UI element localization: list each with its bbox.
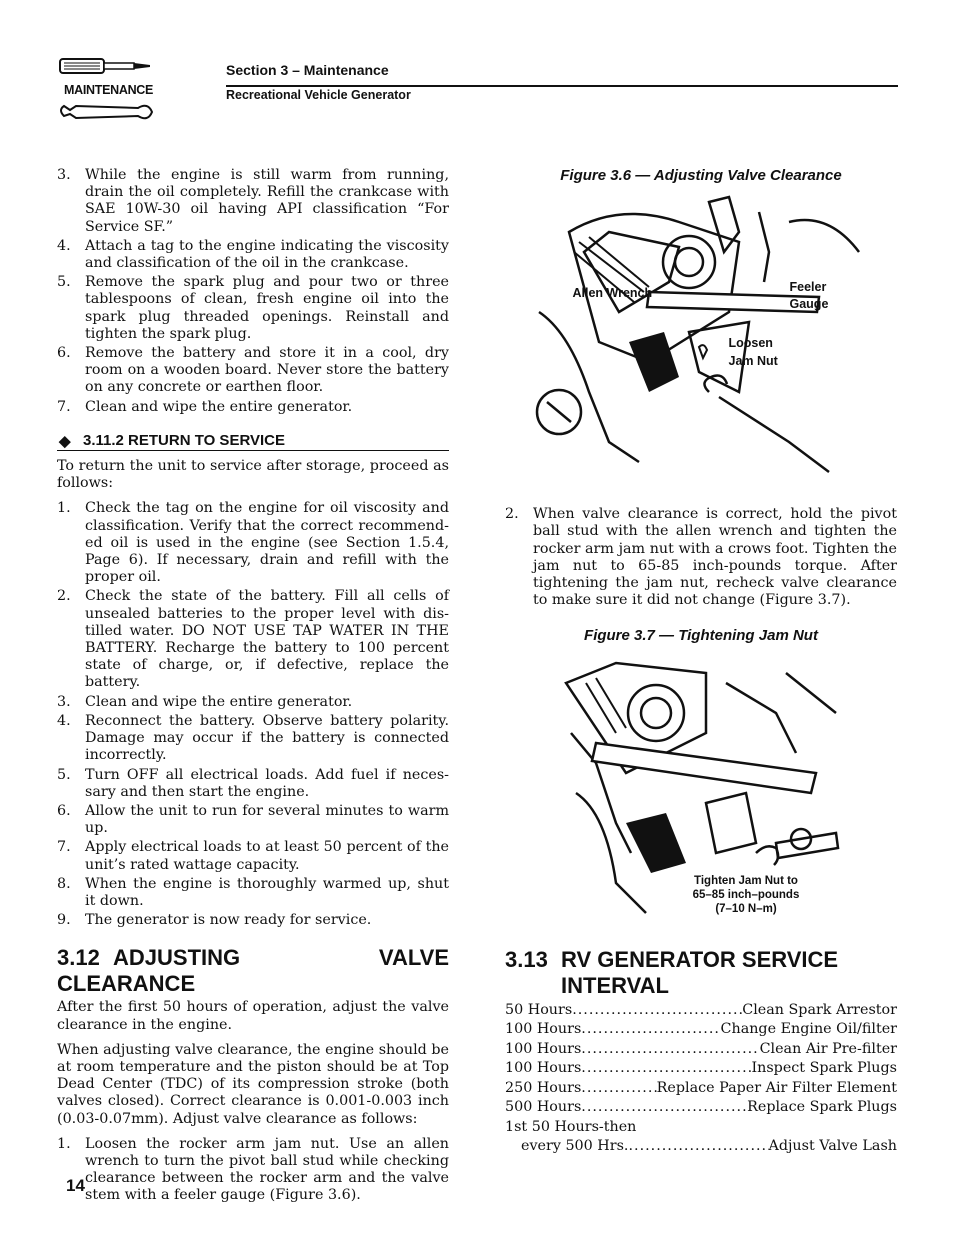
service-interval-schedule <box>505 1001 897 1157</box>
storage-steps-list <box>57 167 449 416</box>
section-subtitle: Recreational Vehicle Generator <box>226 88 411 102</box>
valve-steps-list <box>57 1136 449 1205</box>
return-to-service-heading: ◆ 3.11.2 RETURN TO SERVICE <box>57 432 449 451</box>
figure-3-7-caption: Figure 3.7 — Tightening Jam Nut <box>584 627 818 645</box>
list-item: 2. Check the state of the battery. Fill all cells of unsealed batteries to the proper level with dis-tilled water. DO NOT USE TAP WATER IN THE BATTERY. Recharge the battery to 100 percent state of charge, or, if defective, replace the battery. <box>57 588 449 691</box>
header-rule <box>226 85 898 87</box>
list-item: 2. When valve clearance is correct, hold the pivot ball stud with the allen wrench and tighten the rocker arm jam nut with a crows foot. Tighten the jam nut to 65-85 inch-pounds torque. After tightening the jam nut, recheck valve clearance to make sure it did not change (Figure 3.7). <box>505 506 897 609</box>
valve-clearance-heading: 3.12 ADJUSTING VALVE CLEARANCE <box>57 945 449 997</box>
allen-wrench-label: Allen Wrench <box>572 286 653 301</box>
figure-3-6-caption: Figure 3.6 — Adjusting Valve Clearance <box>560 167 842 184</box>
schedule-row: 100 Hours ..... Clean Air Pre-filter <box>505 1040 897 1060</box>
list-item: 3. While the engine is still warm from running, drain the oil completely. Refill the crankcase with SAE 10W-30 oil having API classification “For Service SF.” <box>57 167 449 235</box>
section-title: Section 3 – Maintenance <box>226 62 389 78</box>
schedule-row: 100 Hours ..... Change Engine Oil/filter <box>505 1020 897 1040</box>
valve-steps-list-continued <box>505 506 897 609</box>
feeler-gauge-label-2: Gauge <box>789 297 829 312</box>
list-item: 4. Reconnect the battery. Observe battery polarity. Damage may occur if the battery is connected incorrectly. <box>57 712 449 764</box>
valve-paragraph-2: When adjusting valve clearance, the engine should be at room temperature and the piston should be at Top Dead Center (TDC) of its compression stroke (both valves closed). Correct clearance is 0.001-0.003 inch (0.03-0.07mm). Adjust valve clearance as follows: <box>57 1041 449 1127</box>
feeler-gauge-label-1: Feeler <box>789 280 827 295</box>
valve-adjust-illustration <box>529 192 874 482</box>
loosen-jam-nut-label-2: Jam Nut <box>728 354 778 369</box>
schedule-row: 50 Hours ..... Clean Spark Arrestor <box>505 1001 897 1021</box>
list-item: 7. Clean and wipe the entire generator. <box>57 398 353 415</box>
schedule-row: 100 Hours ..... Inspect Spark Plugs <box>505 1059 897 1079</box>
tighten-jam-nut-label: Tighten Jam Nut to 65–85 inch–pounds (7–10 N–m) <box>692 874 800 915</box>
list-item: 7. Apply electrical loads to at least 50 percent of the unit’s rated wattage capacity. <box>57 839 449 873</box>
logo-text: MAINTENANCE <box>64 83 154 97</box>
page-number: 14 <box>66 1176 85 1195</box>
valve-paragraph-1: After the first 50 hours of operation, adjust the valve clearance in the engine. <box>57 999 449 1033</box>
schedule-row-label: 1st 50 Hours-then <box>505 1118 637 1135</box>
left-column <box>57 167 449 1207</box>
list-item: 6. Remove the battery and store it in a cool, dry room on a wooden board. Never store the battery on any concrete or earthen floor. <box>57 345 449 396</box>
schedule-row: every 500 Hrs. ..... Adjust Valve Lash <box>505 1137 897 1157</box>
list-item: 9. The generator is now ready for service. <box>57 912 372 929</box>
list-item: 4. Attach a tag to the engine indicating the viscosity and classification of the oil in the crankcase. <box>57 237 449 272</box>
diamond-bullet-icon: ◆ <box>59 432 71 450</box>
schedule-row: 500 Hours ..... Replace Spark Plugs <box>505 1098 897 1118</box>
list-item: 5. Remove the spark plug and pour two or three tablespoons of clean, fresh engine oil into the spark plug threaded openings. Reinstall and tighten the spark plug. <box>57 274 449 342</box>
return-steps-list <box>57 500 449 929</box>
loosen-jam-nut-label-1: Loosen <box>728 336 773 351</box>
list-item: 1. Loosen the rocker arm jam nut. Use an allen wrench to turn the pivot ball stud while checking clearance between the rocker arm and the valve stem with a feeler gauge (Figure 3.6). <box>57 1135 449 1204</box>
service-interval-heading: 3.13 RV GENERATOR SERVICE INTERVAL <box>505 946 839 998</box>
figure-3-6 <box>529 192 874 482</box>
schedule-row: 250 Hours ..... Replace Paper Air Filter Element <box>505 1079 897 1099</box>
list-item: 3. Clean and wipe the entire generator. <box>57 693 353 710</box>
right-column <box>505 167 897 1157</box>
figure-3-7 <box>556 653 846 933</box>
list-item: 1. Check the tag on the engine for oil viscosity and classification. Verify that the correct recommend-ed oil is used in the engine (see Section 1.5.4, Page 6). If necessary, drain and refill with the proper oil. <box>57 500 449 586</box>
list-item: 5. Turn OFF all electrical loads. Add fuel if neces-sary and then start the engine. <box>57 766 449 800</box>
list-item: 6. Allow the unit to run for several minutes to warm up. <box>57 802 449 837</box>
list-item: 8. When the engine is thoroughly warmed up, shut it down. <box>57 875 449 909</box>
return-intro: To return the unit to service after storage, proceed as follows: <box>57 458 449 492</box>
maintenance-logo <box>56 56 156 132</box>
